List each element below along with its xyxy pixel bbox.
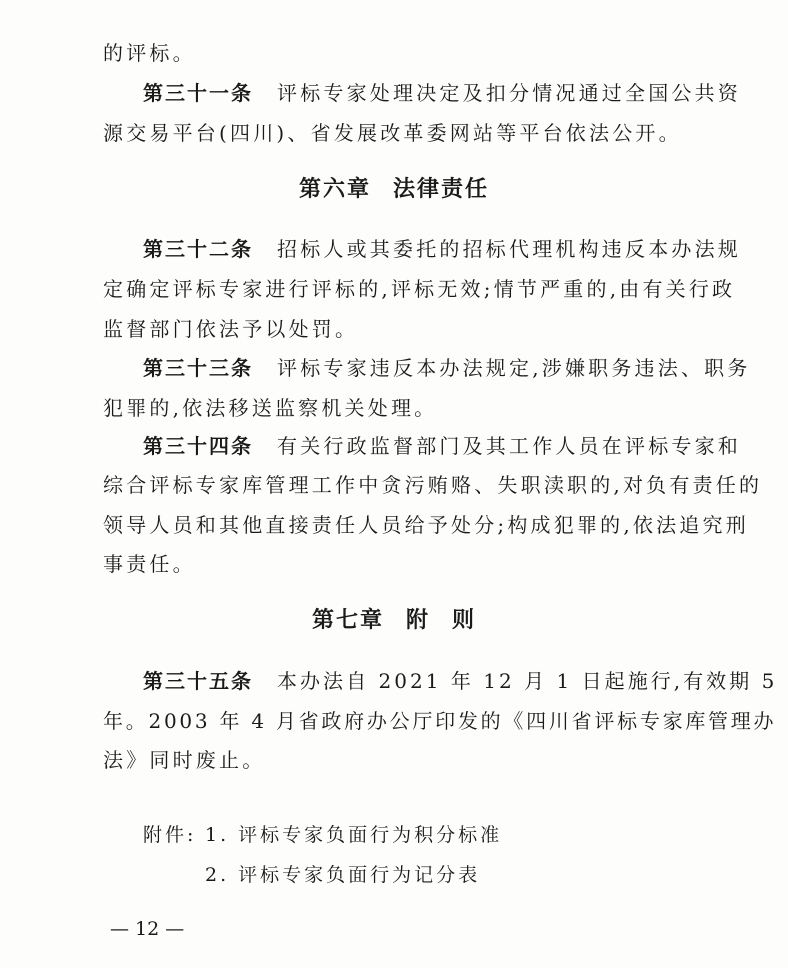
article-34 — [143, 433, 741, 459]
article-35-label: 第三十五条 — [143, 669, 253, 693]
article-33 — [143, 355, 751, 381]
page-number: — 12 — — [110, 918, 185, 940]
chapter-title: 法律责任 — [393, 177, 490, 202]
article-34-label: 第三十四条 — [143, 434, 253, 458]
chapter-title-part: 则 — [452, 608, 477, 633]
article-32-label: 第三十二条 — [143, 237, 253, 261]
text-line: 犯罪的,依法移送监察机关处理。 — [103, 396, 438, 420]
attachment-item-2: 2. 评标专家负面行为记分表 — [205, 864, 481, 886]
chapter-number: 第六章 — [298, 177, 371, 202]
text-line: 的评标。 — [103, 41, 196, 65]
attachment-item-1: 1. 评标专家负面行为积分标准 — [205, 824, 503, 846]
text-line: 领导人员和其他直接责任人员给予处分;构成犯罪的,依法追究刑 — [103, 513, 749, 537]
text-line: 事责任。 — [103, 552, 196, 576]
chapter-7-heading — [0, 607, 788, 635]
text-line: 综合评标专家库管理工作中贪污贿赂、失职渎职的,对负有责任的 — [103, 473, 763, 497]
article-31 — [143, 80, 741, 106]
article-31-label: 第三十一条 — [143, 81, 253, 105]
text-line: 监督部门依法予以处罚。 — [103, 317, 359, 341]
article-33-text: 评标专家违反本办法规定,涉嫌职务违法、职务 — [277, 356, 751, 380]
article-31-text: 评标专家处理决定及扣分情况通过全国公共资 — [277, 81, 741, 105]
text-line: 法》同时废止。 — [103, 748, 266, 772]
article-35-text: 本办法自 2021 年 12 月 1 日起施行,有效期 5 — [277, 669, 778, 693]
chapter-number: 第七章 — [311, 608, 384, 633]
text-line: 源交易平台(四川)、省发展改革委网站等平台依法公开。 — [103, 121, 682, 145]
chapter-6-heading — [0, 176, 788, 204]
article-32 — [143, 236, 741, 262]
article-33-label: 第三十三条 — [143, 356, 253, 380]
chapter-title-part: 附 — [405, 608, 430, 633]
text-line: 年。2003 年 4 月省政府办公厅印发的《四川省评标专家库管理办 — [103, 709, 777, 733]
article-34-text: 有关行政监督部门及其工作人员在评标专家和 — [277, 434, 741, 458]
text-line: 定确定评标专家进行评标的,评标无效;情节严重的,由有关行政 — [103, 277, 736, 301]
article-32-text: 招标人或其委托的招标代理机构违反本办法规 — [277, 237, 741, 261]
article-35 — [143, 668, 777, 694]
attachments-label: 附件: — [143, 824, 197, 846]
